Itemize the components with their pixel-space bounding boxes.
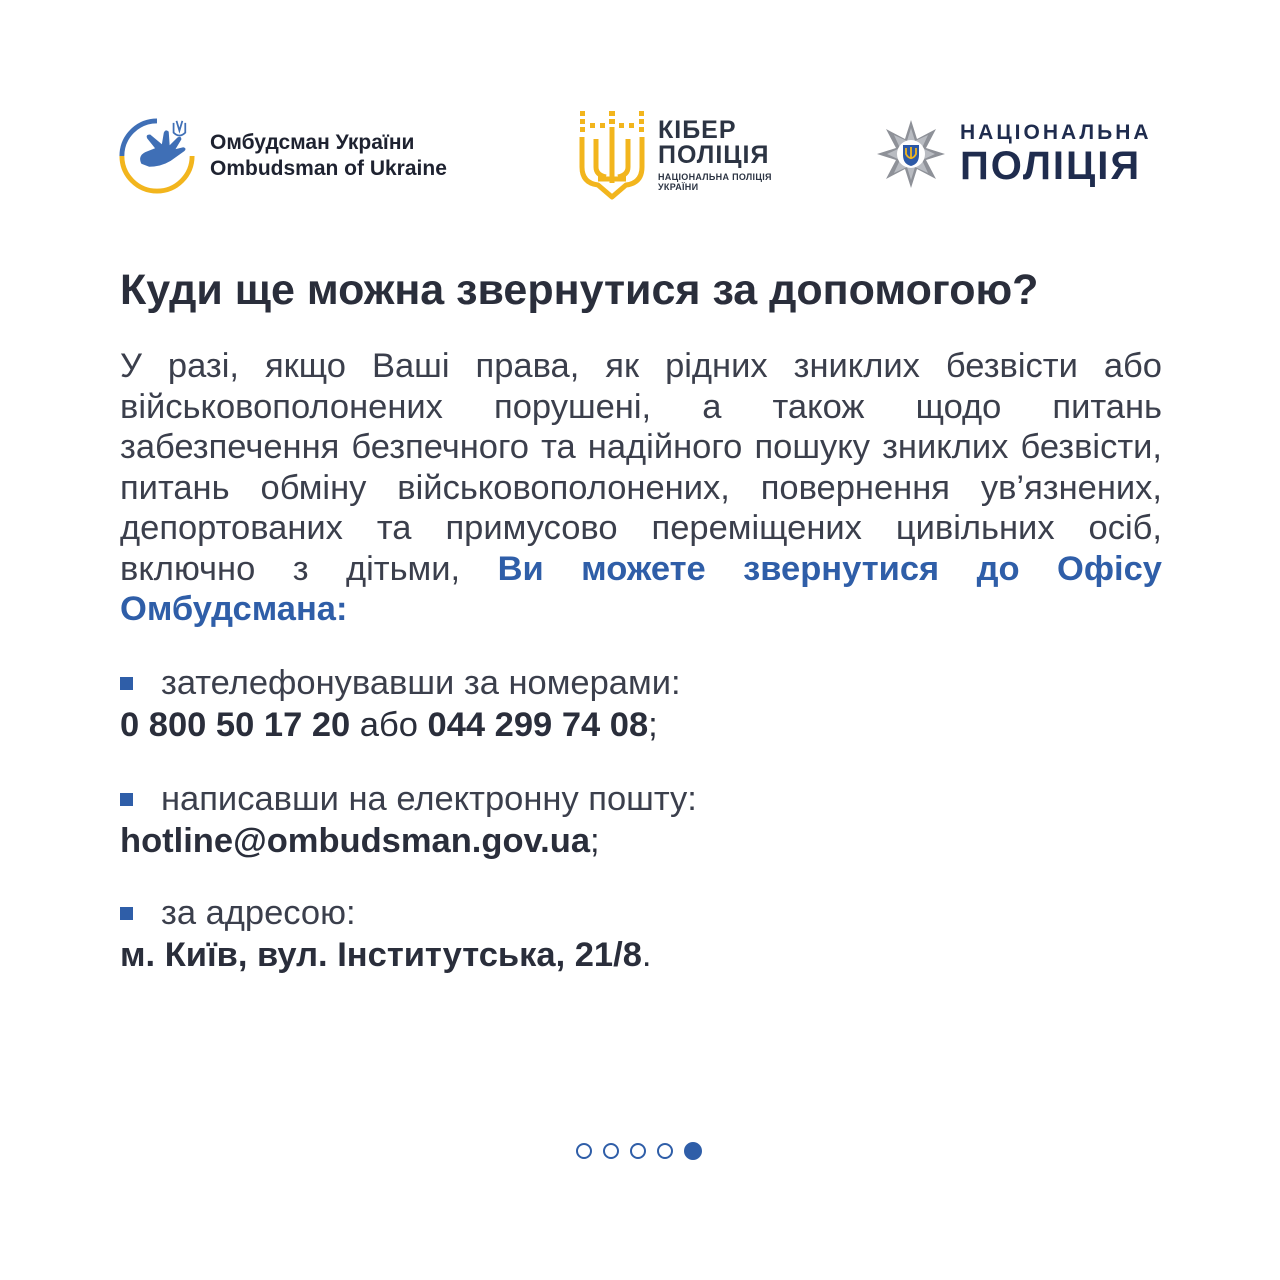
intro-text: У разі, якщо Ваші права, як рідних зниклих безвісти або військовополонених порушені, а також щодо питань забезпечення безпечного та надійного пошуку зниклих безвісти, питань обміну військовополонених, повернення ув’язнених, депортованих та примусово переміщених цивільних осіб, включно з дітьми, bbox=[120, 347, 1162, 588]
pager-dot-5-active[interactable] bbox=[684, 1142, 702, 1160]
national-police-line1: НАЦІОНАЛЬНА bbox=[960, 121, 1152, 144]
pager-dot-1[interactable] bbox=[576, 1143, 592, 1159]
bullet-square-icon bbox=[120, 677, 133, 690]
cyber-police-line3: НАЦІОНАЛЬНА ПОЛІЦІЯ bbox=[658, 172, 772, 182]
bullet-square-icon bbox=[120, 907, 133, 920]
ombudsman-name-ua: Омбудсман України bbox=[210, 131, 415, 154]
ombudsman-hand-logo-icon bbox=[118, 117, 196, 195]
pager-dot-2[interactable] bbox=[603, 1143, 619, 1159]
page-title: Куди ще можна звернутися за допомогою? bbox=[120, 266, 1039, 314]
phone-number-2[interactable]: 044 299 74 08 bbox=[427, 706, 649, 744]
cyber-police-line1: КІБЕР bbox=[658, 116, 737, 144]
contact-email bbox=[120, 779, 1180, 863]
cyber-police-logo bbox=[578, 109, 772, 201]
police-star-badge-icon bbox=[876, 119, 946, 189]
contact-address-label: за адресою: bbox=[161, 894, 356, 932]
cyber-police-line4: УКРАЇНИ bbox=[658, 182, 699, 192]
cyber-police-trident-logo-icon bbox=[578, 109, 646, 201]
ombudsman-logo bbox=[118, 117, 447, 195]
national-police-line2: ПОЛІЦІЯ bbox=[960, 144, 1142, 188]
contact-email-label: написавши на електронну пошту: bbox=[161, 780, 697, 818]
contact-phone bbox=[120, 663, 1180, 747]
carousel-pager bbox=[576, 1143, 702, 1160]
email-address[interactable]: hotline@ombudsman.gov.ua bbox=[120, 822, 591, 860]
email-suffix: ; bbox=[590, 822, 600, 860]
partner-logos bbox=[0, 105, 1280, 215]
contact-phone-label: зателефонувавши за номерами: bbox=[161, 664, 681, 702]
cyber-police-line2: ПОЛІЦІЯ bbox=[658, 141, 770, 169]
pager-dot-4[interactable] bbox=[657, 1143, 673, 1159]
address-suffix: . bbox=[641, 936, 652, 974]
phone-connector: або bbox=[350, 706, 428, 744]
ombudsman-name-en: Ombudsman of Ukraine bbox=[210, 157, 447, 180]
postal-address: м. Київ, вул. Інститутська, 21/8 bbox=[120, 936, 642, 974]
phone-suffix: ; bbox=[648, 706, 658, 744]
intro-paragraph bbox=[120, 346, 1162, 630]
national-police-logo bbox=[876, 119, 1152, 189]
bullet-square-icon bbox=[120, 793, 133, 806]
intro-highlight: Ви можете звернутися до Офісу Омбудсмана: bbox=[120, 549, 1162, 628]
contact-address bbox=[120, 893, 1180, 977]
pager-dot-3[interactable] bbox=[630, 1143, 646, 1159]
phone-number-1[interactable]: 0 800 50 17 20 bbox=[120, 706, 351, 744]
